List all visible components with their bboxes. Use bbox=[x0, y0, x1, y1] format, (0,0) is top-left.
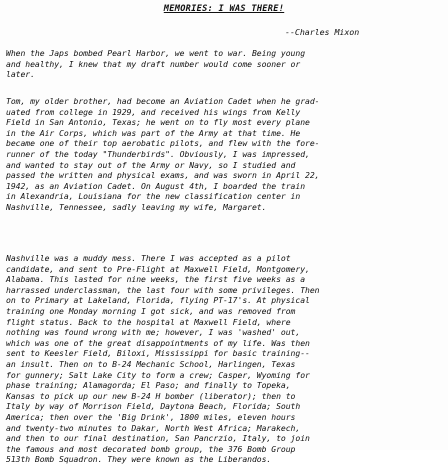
text-line: and then to our final destination, San Pancrzio, Italy, to join bbox=[6, 433, 310, 444]
text-line: phase training; Alamagorda; El Paso; and finally to Topeka, bbox=[6, 380, 291, 391]
text-line: Italy by way of Morrison Field, Daytona Beach, Florida; South bbox=[6, 401, 301, 412]
text-line: candidate, and sent to Pre-Flight at Maxwell Field, Montgomery, bbox=[6, 263, 310, 274]
text-line: 513th Bomb Squadron. They were known as the Liberandos. bbox=[6, 454, 272, 465]
text-line: the famous and most decorated bomb group, the 376 Bomb Group bbox=[6, 443, 296, 454]
text-line: When the Japs bombed Pearl Harbor, we went to war. Being young bbox=[6, 48, 306, 58]
text-line: later. bbox=[6, 69, 35, 80]
text-line: nothing was found wrong with me; however, I was 'washed' out, bbox=[6, 327, 301, 338]
text-line: uated from college in 1929, and received his wings from Kelly bbox=[6, 106, 301, 117]
text-line: and wanted to stay out of the Army or Navy, so I studied and bbox=[6, 159, 296, 170]
text-line: Nashville, Tennessee, sadly leaving my wife, Margaret. bbox=[6, 201, 267, 212]
text-line: an insult. Then on to B-24 Mechanic School, Harlingen, Texas bbox=[6, 358, 296, 369]
text-line: and twenty-two minutes to Dakar, North West Africa; Marakech, bbox=[6, 422, 301, 433]
paragraph-1 bbox=[6, 48, 446, 80]
text-line: sent to Keesler Field, Biloxi, Mississippi for basic training-- bbox=[6, 348, 310, 359]
text-line: Field in San Antonio, Texas; he went on to fly most every plane bbox=[6, 117, 310, 128]
text-line: Alabama. This lasted for nine weeks, the first five weeks as a bbox=[6, 274, 306, 285]
text-line: 1942, as an Aviation Cadet. On August 4th, I boarded the train bbox=[6, 180, 306, 191]
paragraph-2 bbox=[6, 96, 446, 213]
document-title: MEMORIES: I WAS THERE! bbox=[163, 4, 285, 14]
text-line: Tom, my older brother, had become an Aviation Cadet when he grad- bbox=[6, 96, 320, 106]
text-line: training one Monday morning I got sick, and was removed from bbox=[6, 305, 296, 316]
text-line: in the Air Corps, which was part of the Army at that time. He bbox=[6, 127, 301, 138]
text-line: America; then over the 'Big Drink', 1800 miles, eleven hours bbox=[6, 411, 296, 422]
text-line: for gunnery; Salt Lake City to form a crew; Casper, Wyoming for bbox=[6, 369, 310, 380]
text-line: became one of their top aerobatic pilots, and flew with the fore- bbox=[6, 138, 320, 149]
paragraph-3 bbox=[6, 253, 446, 465]
text-line: flight status. Back to the hospital at Maxwell Field, where bbox=[6, 316, 291, 327]
text-line: runner of the today "Thunderbirds". Obviously, I was impressed, bbox=[6, 148, 310, 159]
text-line: Nashville was a muddy mess. There I was accepted as a pilot bbox=[6, 253, 291, 263]
text-line: which was one of the great disappointments of my life. Was then bbox=[6, 337, 310, 348]
text-line: passed the written and physical exams, and was sworn in April 22, bbox=[6, 170, 320, 181]
text-line: and healthy, I knew that my draft number would come sooner or bbox=[6, 58, 301, 69]
text-line: in Alexandria, Louisiana for the new classification center in bbox=[6, 191, 301, 202]
text-line: Kansas to pick up our new B-24 H bomber (liberator); then to bbox=[6, 390, 296, 401]
author-byline: --Charles Mixon bbox=[285, 27, 360, 37]
text-line: on to Primary at Lakeland, Florida, flying PT-17's. At physical bbox=[6, 295, 310, 306]
text-line: harrassed underclassman, the last four with some privileges. Then bbox=[6, 284, 320, 295]
